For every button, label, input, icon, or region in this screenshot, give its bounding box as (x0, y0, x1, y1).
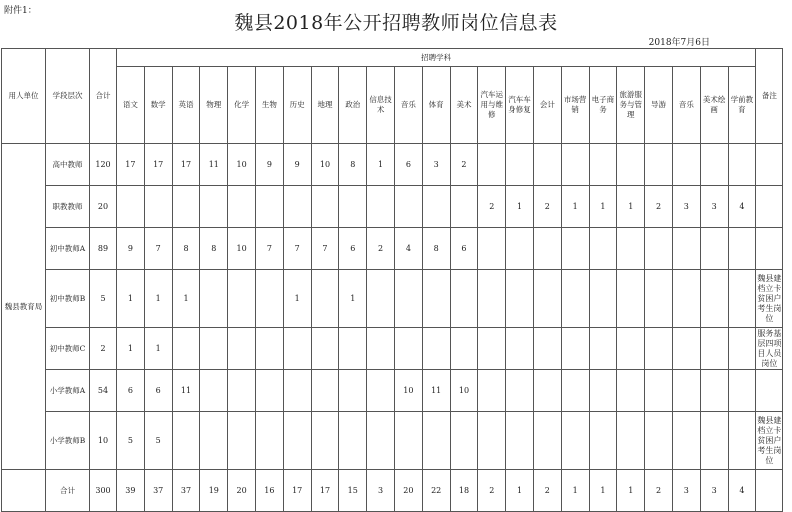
table-cell (700, 144, 728, 186)
table-cell (672, 328, 700, 370)
row-note (756, 370, 783, 412)
table-cell (478, 328, 506, 370)
table-cell (533, 270, 561, 328)
row-note (756, 228, 783, 270)
table-cell (367, 370, 395, 412)
table-cell (367, 186, 395, 228)
sum-cell: 18 (450, 470, 478, 512)
table-cell: 11 (172, 370, 200, 412)
sum-cell: 19 (200, 470, 228, 512)
subject-header: 体育 (422, 67, 450, 144)
table-cell (228, 370, 256, 412)
table-cell (311, 328, 339, 370)
table-cell (450, 186, 478, 228)
table-cell (561, 412, 589, 470)
table-cell: 5 (144, 412, 172, 470)
sum-cell: 2 (645, 470, 673, 512)
table-cell: 8 (172, 228, 200, 270)
table-cell (506, 370, 534, 412)
subject-header: 市场营销 (561, 67, 589, 144)
subject-header: 美术 (450, 67, 478, 144)
subject-header: 导游 (645, 67, 673, 144)
table-cell (339, 370, 367, 412)
table-cell (672, 144, 700, 186)
subject-header: 学前教育 (728, 67, 756, 144)
table-cell (645, 412, 673, 470)
table-cell: 10 (228, 228, 256, 270)
table-cell: 1 (339, 270, 367, 328)
table-cell (255, 270, 283, 328)
page-title: 魏县2018年公开招聘教师岗位信息表 (234, 12, 558, 34)
table-cell: 7 (311, 228, 339, 270)
row-level: 小学教师A (46, 370, 90, 412)
table-cell (645, 144, 673, 186)
document-date: 2018年7月6日 (648, 38, 710, 48)
row-level: 高中教师 (46, 144, 90, 186)
sum-cell: 22 (422, 470, 450, 512)
attachment-label: 附件1： (4, 6, 37, 16)
table-cell (672, 412, 700, 470)
table-cell (533, 228, 561, 270)
table-cell (617, 270, 645, 328)
sum-cell: 1 (506, 470, 534, 512)
table-cell (283, 328, 311, 370)
table-cell: 2 (645, 186, 673, 228)
table-cell: 1 (144, 328, 172, 370)
table-cell (311, 186, 339, 228)
table-cell (478, 370, 506, 412)
table-cell (617, 370, 645, 412)
table-cell (172, 412, 200, 470)
table-cell (506, 144, 534, 186)
table-cell: 3 (422, 144, 450, 186)
table-cell (283, 370, 311, 412)
table-cell (200, 186, 228, 228)
row-note: 魏县建档立卡贫困户考生岗位 (756, 412, 783, 470)
table-cell (589, 270, 617, 328)
sum-cell: 1 (561, 470, 589, 512)
table-cell: 7 (255, 228, 283, 270)
row-level: 初中教师A (46, 228, 90, 270)
table-cell (422, 328, 450, 370)
table-cell: 9 (117, 228, 145, 270)
sum-unit-cell (2, 470, 46, 512)
subject-header: 政治 (339, 67, 367, 144)
table-cell (339, 328, 367, 370)
table-cell: 17 (117, 144, 145, 186)
table-cell: 17 (172, 144, 200, 186)
table-cell (506, 412, 534, 470)
sum-cell: 17 (283, 470, 311, 512)
subject-header: 物理 (200, 67, 228, 144)
table-cell: 6 (394, 144, 422, 186)
table-cell: 1 (617, 186, 645, 228)
table-cell (728, 328, 756, 370)
col-header-group: 招聘学科 (117, 49, 756, 67)
table-cell (394, 328, 422, 370)
subject-header: 数学 (144, 67, 172, 144)
table-cell (728, 270, 756, 328)
table-cell (200, 412, 228, 470)
sum-total: 300 (90, 470, 117, 512)
table-cell (422, 186, 450, 228)
header-row-group (2, 49, 783, 67)
table-cell (339, 186, 367, 228)
table-cell: 3 (700, 186, 728, 228)
subject-header: 化学 (228, 67, 256, 144)
table-cell (506, 328, 534, 370)
sum-cell: 16 (255, 470, 283, 512)
table-cell (450, 270, 478, 328)
table-row (2, 144, 783, 186)
table-cell: 6 (117, 370, 145, 412)
row-total: 10 (90, 412, 117, 470)
row-level: 初中教师C (46, 328, 90, 370)
subject-header: 汽车车身修复 (506, 67, 534, 144)
sum-cell: 2 (478, 470, 506, 512)
table-cell (617, 228, 645, 270)
table-cell (617, 328, 645, 370)
table-cell: 10 (228, 144, 256, 186)
table-cell (645, 328, 673, 370)
sum-cell: 39 (117, 470, 145, 512)
table-row (2, 186, 783, 228)
table-row-sum (2, 470, 783, 512)
header-row-subjects (2, 67, 783, 144)
table-cell: 6 (450, 228, 478, 270)
table-cell: 1 (589, 186, 617, 228)
col-header-level: 学段层次 (46, 49, 90, 144)
table-cell (561, 228, 589, 270)
table-cell: 11 (200, 144, 228, 186)
table-cell (255, 370, 283, 412)
row-note: 魏县建档立卡贫困户考生岗位 (756, 270, 783, 328)
table-cell (311, 270, 339, 328)
table-cell (172, 186, 200, 228)
sum-cell: 3 (672, 470, 700, 512)
sum-cell: 20 (228, 470, 256, 512)
table-cell (533, 328, 561, 370)
table-cell (645, 270, 673, 328)
table-cell (200, 270, 228, 328)
table-cell (672, 370, 700, 412)
table-cell (506, 270, 534, 328)
table-cell (700, 412, 728, 470)
sum-cell: 15 (339, 470, 367, 512)
table-cell: 10 (394, 370, 422, 412)
table-cell: 6 (339, 228, 367, 270)
table-cell: 1 (506, 186, 534, 228)
table-cell: 3 (672, 186, 700, 228)
table-cell: 1 (367, 144, 395, 186)
table-cell (589, 144, 617, 186)
table-row (2, 270, 783, 328)
table-cell (589, 412, 617, 470)
sum-cell: 4 (728, 470, 756, 512)
table-cell: 2 (450, 144, 478, 186)
table-cell (700, 270, 728, 328)
row-note (756, 186, 783, 228)
table-cell (589, 370, 617, 412)
table-cell (672, 270, 700, 328)
row-level: 初中教师B (46, 270, 90, 328)
table-cell: 1 (561, 186, 589, 228)
table-cell (478, 270, 506, 328)
subject-header: 语文 (117, 67, 145, 144)
table-cell (394, 270, 422, 328)
table-cell (228, 412, 256, 470)
table-cell (200, 328, 228, 370)
table-cell (283, 412, 311, 470)
subject-header: 美术绘画 (700, 67, 728, 144)
row-note (756, 144, 783, 186)
table-cell: 8 (422, 228, 450, 270)
row-total: 89 (90, 228, 117, 270)
table-cell (645, 228, 673, 270)
table-cell: 9 (283, 144, 311, 186)
table-cell: 8 (339, 144, 367, 186)
table-cell (283, 186, 311, 228)
table-cell (117, 186, 145, 228)
table-cell (561, 270, 589, 328)
table-cell (450, 412, 478, 470)
table-cell: 1 (172, 270, 200, 328)
table-cell: 6 (144, 370, 172, 412)
row-total: 120 (90, 144, 117, 186)
table-cell (728, 370, 756, 412)
row-total: 54 (90, 370, 117, 412)
sum-cell: 37 (172, 470, 200, 512)
table-cell (394, 186, 422, 228)
table-cell (561, 328, 589, 370)
table-cell: 2 (478, 186, 506, 228)
table-cell (394, 412, 422, 470)
sum-cell: 37 (144, 470, 172, 512)
table-cell (450, 328, 478, 370)
sum-cell: 3 (367, 470, 395, 512)
row-total: 20 (90, 186, 117, 228)
table-cell (339, 412, 367, 470)
table-cell (478, 144, 506, 186)
subject-header: 音乐 (672, 67, 700, 144)
recruitment-table (1, 48, 783, 512)
table-cell (728, 144, 756, 186)
subject-header: 旅游服务与管理 (617, 67, 645, 144)
table-cell: 10 (450, 370, 478, 412)
table-cell: 7 (283, 228, 311, 270)
table-cell (533, 370, 561, 412)
table-cell: 5 (117, 412, 145, 470)
table-cell (561, 144, 589, 186)
subject-header: 信息技术 (367, 67, 395, 144)
table-cell (228, 186, 256, 228)
subject-header: 电子商务 (589, 67, 617, 144)
table-cell (422, 412, 450, 470)
subject-header: 会计 (533, 67, 561, 144)
row-total: 5 (90, 270, 117, 328)
table-cell (533, 144, 561, 186)
unit-name: 魏县教育局 (2, 144, 46, 470)
table-cell (506, 228, 534, 270)
table-cell (700, 228, 728, 270)
table-cell: 4 (394, 228, 422, 270)
sum-cell: 3 (700, 470, 728, 512)
sum-cell: 17 (311, 470, 339, 512)
table-cell: 1 (283, 270, 311, 328)
row-level: 小学教师B (46, 412, 90, 470)
subject-header: 历史 (283, 67, 311, 144)
table-cell (589, 228, 617, 270)
table-row (2, 328, 783, 370)
table-cell (728, 228, 756, 270)
table-cell (700, 328, 728, 370)
table-cell: 1 (144, 270, 172, 328)
table-cell: 2 (367, 228, 395, 270)
table-cell (478, 228, 506, 270)
table-cell (367, 270, 395, 328)
table-cell (172, 328, 200, 370)
sum-label: 合计 (46, 470, 90, 512)
table-cell (672, 228, 700, 270)
table-cell: 2 (533, 186, 561, 228)
table-cell (478, 412, 506, 470)
subject-header: 英语 (172, 67, 200, 144)
table-cell: 7 (144, 228, 172, 270)
col-header-total: 合计 (90, 49, 117, 144)
table-cell: 17 (144, 144, 172, 186)
table-cell (255, 328, 283, 370)
sum-cell: 2 (533, 470, 561, 512)
subject-header: 生物 (255, 67, 283, 144)
table-cell (200, 370, 228, 412)
table-row (2, 228, 783, 270)
table-cell (255, 412, 283, 470)
row-level: 职教教师 (46, 186, 90, 228)
table-cell (367, 412, 395, 470)
table-cell (589, 328, 617, 370)
table-cell (255, 186, 283, 228)
table-cell (617, 144, 645, 186)
table-cell: 1 (117, 270, 145, 328)
table-cell (533, 412, 561, 470)
row-total: 2 (90, 328, 117, 370)
sum-cell: 1 (617, 470, 645, 512)
col-header-unit: 用人单位 (2, 49, 46, 144)
table-cell (367, 328, 395, 370)
table-cell: 9 (255, 144, 283, 186)
table-cell (728, 412, 756, 470)
table-cell (144, 186, 172, 228)
sum-cell: 1 (589, 470, 617, 512)
table-cell (422, 270, 450, 328)
sum-note (756, 470, 783, 512)
subject-header: 地理 (311, 67, 339, 144)
table-cell (617, 412, 645, 470)
table-cell: 1 (117, 328, 145, 370)
table-cell (700, 370, 728, 412)
table-cell (311, 370, 339, 412)
table-cell: 8 (200, 228, 228, 270)
row-note: 服务基层四项目人员岗位 (757, 328, 782, 368)
col-header-note: 备注 (756, 49, 783, 144)
table-cell (561, 370, 589, 412)
table-row (2, 412, 783, 470)
table-cell: 4 (728, 186, 756, 228)
table-row (2, 370, 783, 412)
table-cell: 11 (422, 370, 450, 412)
table-cell: 10 (311, 144, 339, 186)
table-cell (311, 412, 339, 470)
subject-header: 音乐 (394, 67, 422, 144)
subject-header: 汽车运用与维修 (478, 67, 506, 144)
sum-cell: 20 (394, 470, 422, 512)
table-cell (645, 370, 673, 412)
table-cell (228, 270, 256, 328)
table-cell (228, 328, 256, 370)
